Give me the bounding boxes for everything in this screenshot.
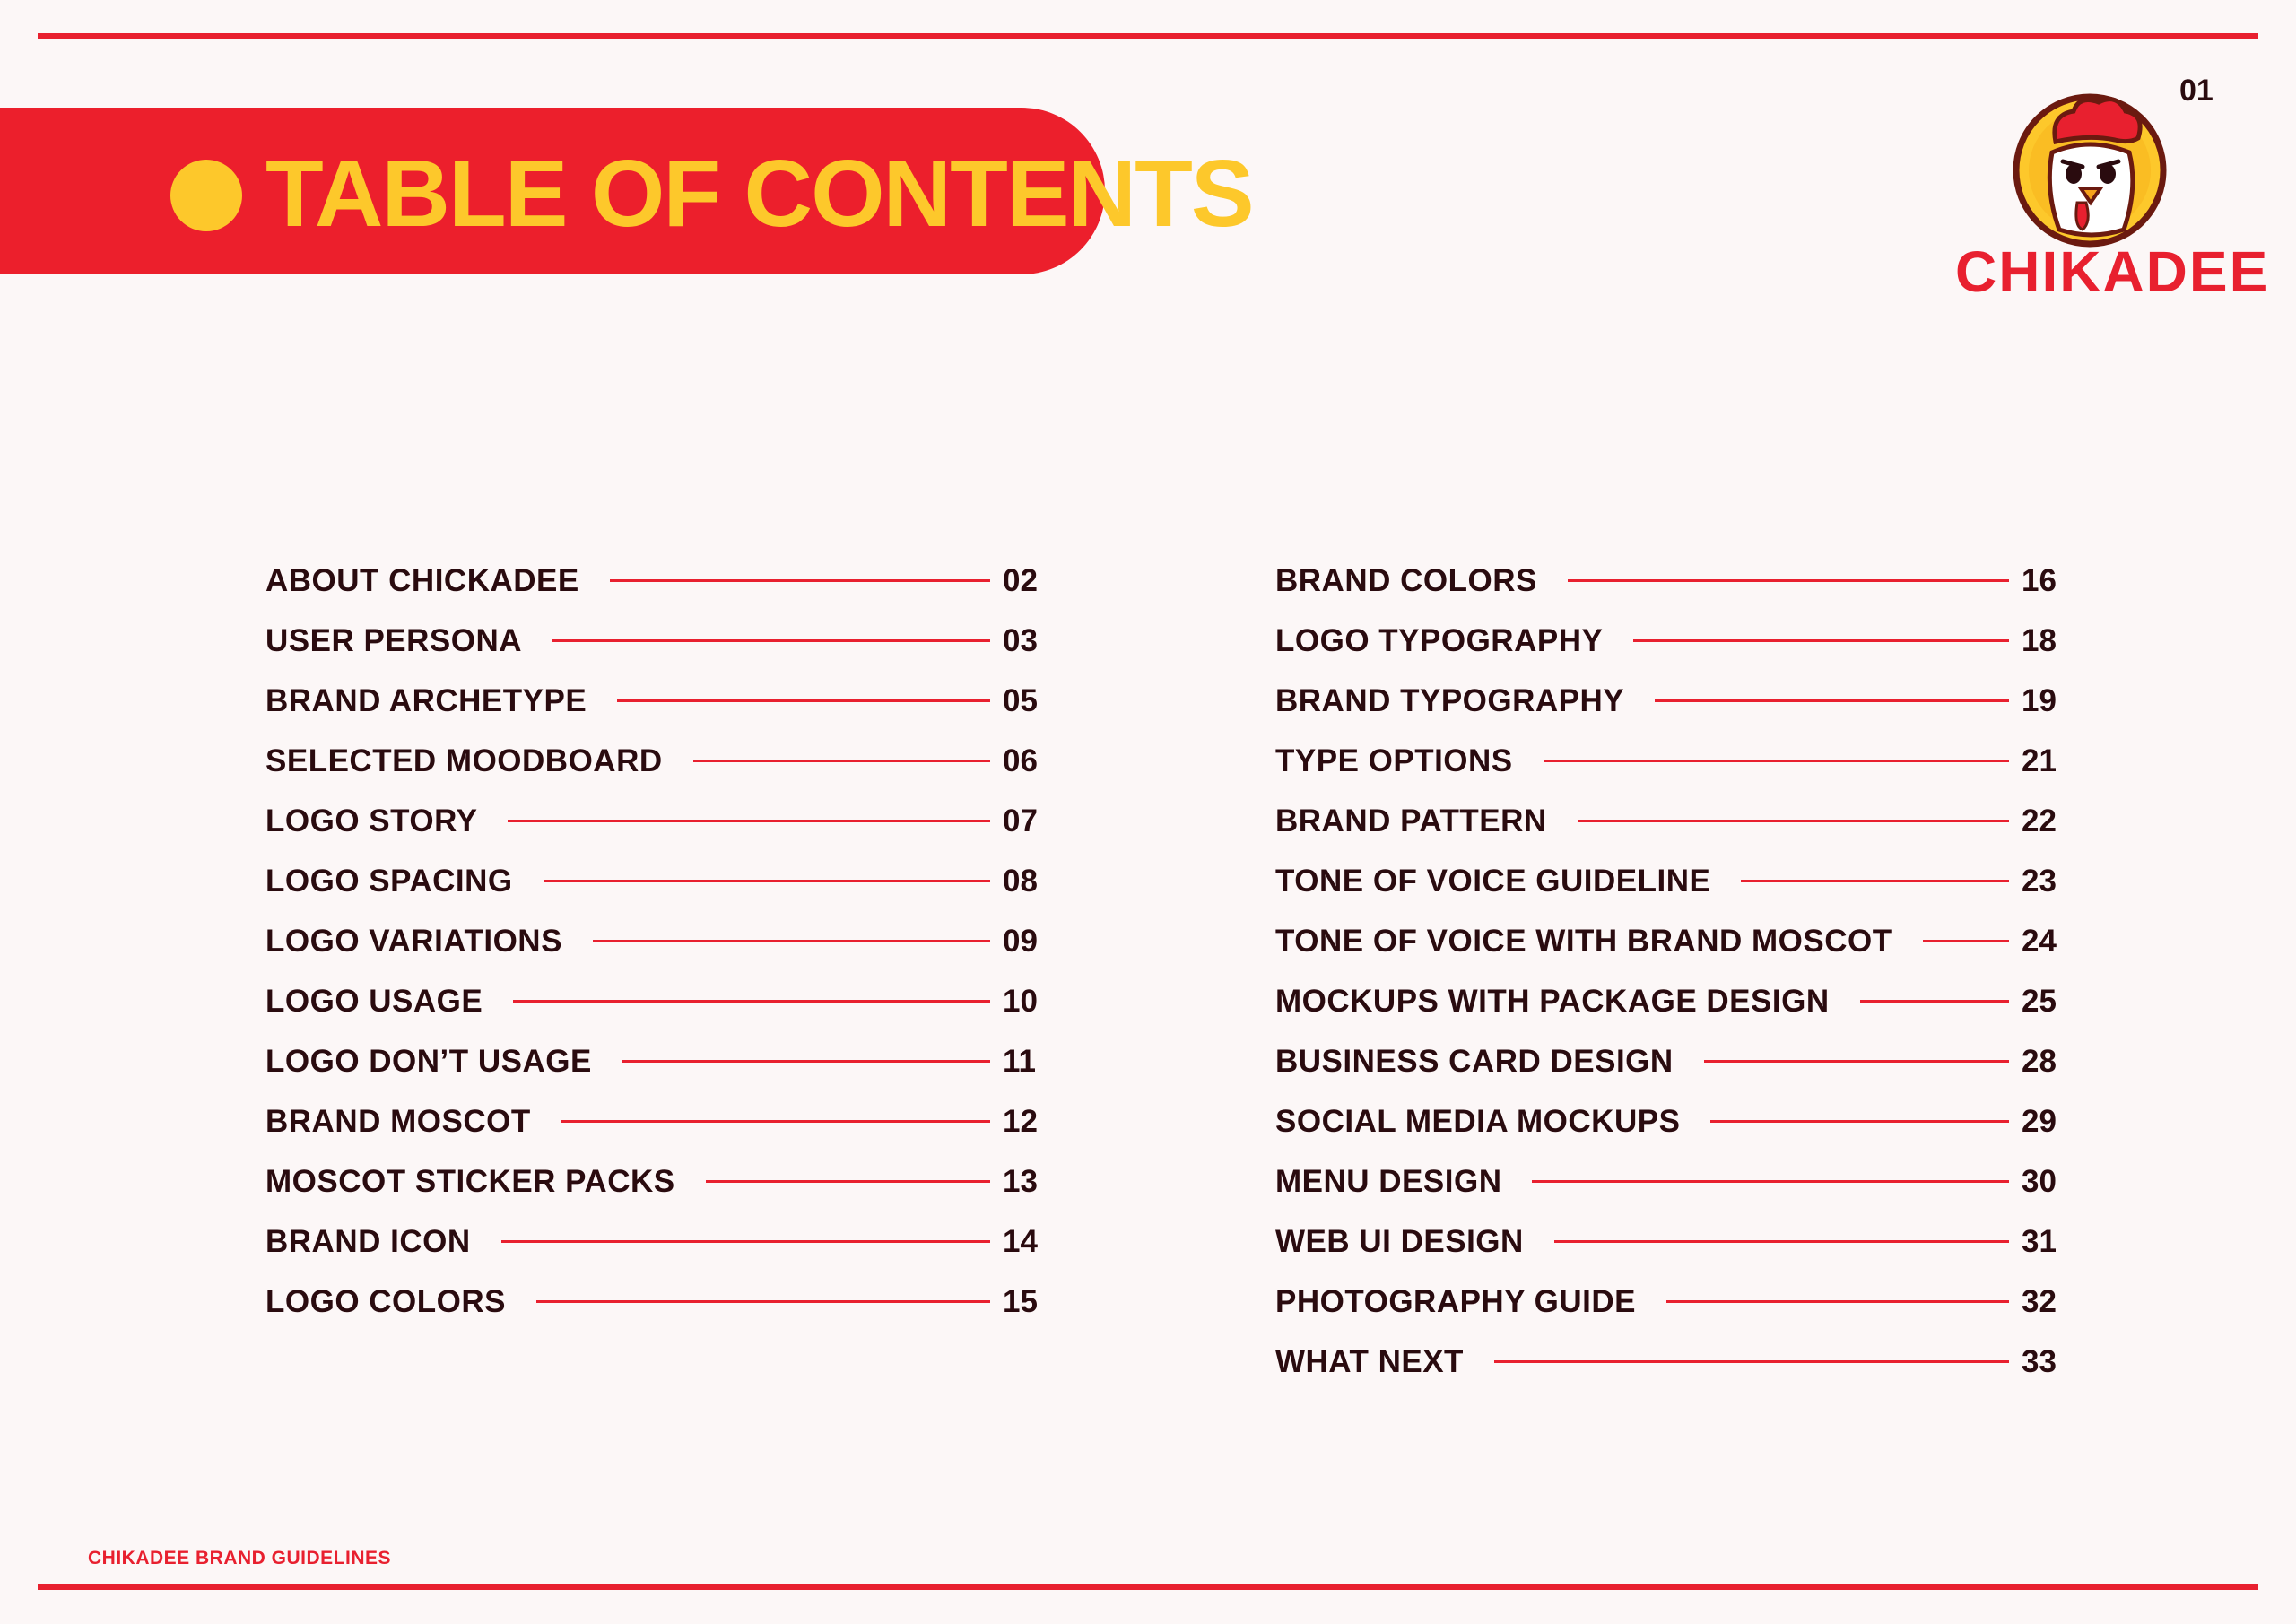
toc-leader-line (1578, 820, 2009, 822)
bullet-dot-icon (170, 160, 242, 231)
toc-entry[interactable] (265, 1211, 1046, 1272)
toc-leader-line (513, 1000, 990, 1003)
toc-column-left (265, 551, 1046, 1332)
toc-entry-label: WEB UI DESIGN (1275, 1223, 1524, 1259)
bottom-rule (38, 1584, 2258, 1590)
toc-entry[interactable] (1275, 911, 2065, 971)
toc-entry-page: 28 (2022, 1043, 2057, 1079)
toc-entry-page: 11 (1003, 1043, 1036, 1079)
toc-entry[interactable] (1275, 1091, 2065, 1151)
toc-leader-line (610, 579, 990, 582)
toc-entry[interactable] (1275, 1332, 2065, 1392)
toc-entry-page: 18 (2022, 622, 2057, 658)
toc-column-right (1275, 551, 2065, 1392)
toc-entry-label: LOGO VARIATIONS (265, 923, 562, 959)
toc-entry-label: MOSCOT STICKER PACKS (265, 1163, 675, 1199)
toc-entry[interactable] (1275, 551, 2065, 611)
toc-leader-line (706, 1180, 990, 1183)
toc-entry-label: LOGO SPACING (265, 863, 513, 899)
toc-entry-page: 12 (1003, 1103, 1038, 1139)
toc-entry-page: 30 (2022, 1163, 2057, 1199)
page-number: 01 (2179, 74, 2213, 108)
toc-leader-line (1494, 1360, 2009, 1363)
toc-entry-label: LOGO USAGE (265, 983, 483, 1019)
toc-entry-page: 22 (2022, 803, 2057, 838)
toc-leader-line (1532, 1180, 2009, 1183)
toc-entry[interactable] (1275, 731, 2065, 791)
toc-entry-page: 09 (1003, 923, 1038, 959)
toc-entry-page: 25 (2022, 983, 2057, 1019)
toc-entry[interactable] (1275, 671, 2065, 731)
toc-entry-page: 06 (1003, 743, 1038, 778)
toc-entry-label: PHOTOGRAPHY GUIDE (1275, 1283, 1636, 1319)
toc-entry[interactable] (1275, 1151, 2065, 1211)
toc-leader-line (1923, 940, 2009, 942)
toc-entry-label: WHAT NEXT (1275, 1343, 1464, 1379)
toc-entry-page: 03 (1003, 622, 1038, 658)
page-title: TABLE OF CONTENTS (265, 141, 1253, 247)
toc-leader-line (622, 1060, 990, 1063)
brand-logo (1955, 90, 2270, 305)
toc-entry-page: 23 (2022, 863, 2057, 899)
brand-wordmark: CHIKADEE (1955, 239, 2270, 304)
toc-entry[interactable] (265, 1091, 1046, 1151)
toc-entry-label: LOGO TYPOGRAPHY (1275, 622, 1604, 658)
toc-entry[interactable] (1275, 1031, 2065, 1091)
toc-entry-page: 32 (2022, 1283, 2057, 1319)
toc-entry-label: SOCIAL MEDIA MOCKUPS (1275, 1103, 1681, 1139)
toc-entry[interactable] (1275, 1211, 2065, 1272)
toc-entry[interactable] (265, 551, 1046, 611)
toc-leader-line (552, 639, 990, 642)
toc-entry-page: 19 (2022, 682, 2057, 718)
toc-leader-line (1860, 1000, 2009, 1003)
toc-entry-page: 31 (2022, 1223, 2057, 1259)
toc-entry[interactable] (265, 911, 1046, 971)
toc-leader-line (1544, 760, 2009, 762)
toc-entry[interactable] (265, 1151, 1046, 1211)
toc-entry-page: 02 (1003, 562, 1038, 598)
toc-entry-page: 21 (2022, 743, 2057, 778)
toc-leader-line (561, 1120, 990, 1123)
toc-entry[interactable] (1275, 1272, 2065, 1332)
toc-leader-line (508, 820, 990, 822)
toc-leader-line (1655, 699, 2009, 702)
toc-entry[interactable] (265, 1272, 1046, 1332)
toc-entry-label: LOGO DON’T USAGE (265, 1043, 592, 1079)
toc-entry-label: SELECTED MOODBOARD (265, 743, 663, 778)
toc-entry-page: 33 (2022, 1343, 2057, 1379)
toc-entry[interactable] (1275, 611, 2065, 671)
toc-leader-line (593, 940, 990, 942)
rooster-icon (1955, 90, 2224, 251)
toc-entry-page: 14 (1003, 1223, 1038, 1259)
toc-entry-label: MOCKUPS WITH PACKAGE DESIGN (1275, 983, 1830, 1019)
toc-entry-page: 16 (2022, 562, 2057, 598)
toc-entry[interactable] (1275, 851, 2065, 911)
toc-entry-label: MENU DESIGN (1275, 1163, 1502, 1199)
toc-entry-label: BRAND TYPOGRAPHY (1275, 682, 1625, 718)
toc-entry-page: 15 (1003, 1283, 1038, 1319)
toc-entry[interactable] (265, 611, 1046, 671)
toc-entry[interactable] (1275, 791, 2065, 851)
toc-entry-label: TONE OF VOICE GUIDELINE (1275, 863, 1711, 899)
toc-entry[interactable] (265, 791, 1046, 851)
toc-entry[interactable] (265, 971, 1046, 1031)
toc-leader-line (536, 1300, 990, 1303)
toc-leader-line (617, 699, 990, 702)
toc-leader-line (1633, 639, 2009, 642)
toc-entry[interactable] (1275, 971, 2065, 1031)
toc-entry-label: BRAND ICON (265, 1223, 471, 1259)
toc-entry-label: USER PERSONA (265, 622, 523, 658)
toc-leader-line (1741, 880, 2009, 882)
toc-leader-line (1554, 1240, 2009, 1243)
toc-entry-page: 07 (1003, 803, 1038, 838)
toc-entry[interactable] (265, 851, 1046, 911)
toc-entry-label: BRAND PATTERN (1275, 803, 1547, 838)
toc-leader-line (1666, 1300, 2009, 1303)
toc-entry-label: TYPE OPTIONS (1275, 743, 1513, 778)
toc-entry-page: 13 (1003, 1163, 1038, 1199)
footer-text: CHIKADEE BRAND GUIDELINES (88, 1548, 392, 1568)
toc-leader-line (1710, 1120, 2009, 1123)
toc-entry-label: BRAND ARCHETYPE (265, 682, 587, 718)
toc-entry-label: TONE OF VOICE WITH BRAND MOSCOT (1275, 923, 1892, 959)
toc-leader-line (1568, 579, 2009, 582)
toc-leader-line (693, 760, 990, 762)
toc-entry-page: 24 (2022, 923, 2057, 959)
toc-leader-line (544, 880, 990, 882)
toc-entry-label: LOGO STORY (265, 803, 478, 838)
toc-entry-label: BRAND MOSCOT (265, 1103, 531, 1139)
toc-entry-page: 08 (1003, 863, 1038, 899)
toc-entry-label: LOGO COLORS (265, 1283, 506, 1319)
toc-entry-label: BUSINESS CARD DESIGN (1275, 1043, 1674, 1079)
toc-leader-line (501, 1240, 990, 1243)
toc-entry[interactable] (265, 731, 1046, 791)
toc-entry-label: BRAND COLORS (1275, 562, 1537, 598)
toc-entry[interactable] (265, 1031, 1046, 1091)
toc-entry-page: 29 (2022, 1103, 2057, 1139)
toc-entry-label: ABOUT CHICKADEE (265, 562, 579, 598)
toc-entry-page: 05 (1003, 682, 1038, 718)
toc-entry-page: 10 (1003, 983, 1038, 1019)
top-rule (38, 33, 2258, 39)
toc-entry[interactable] (265, 671, 1046, 731)
toc-leader-line (1704, 1060, 2009, 1063)
